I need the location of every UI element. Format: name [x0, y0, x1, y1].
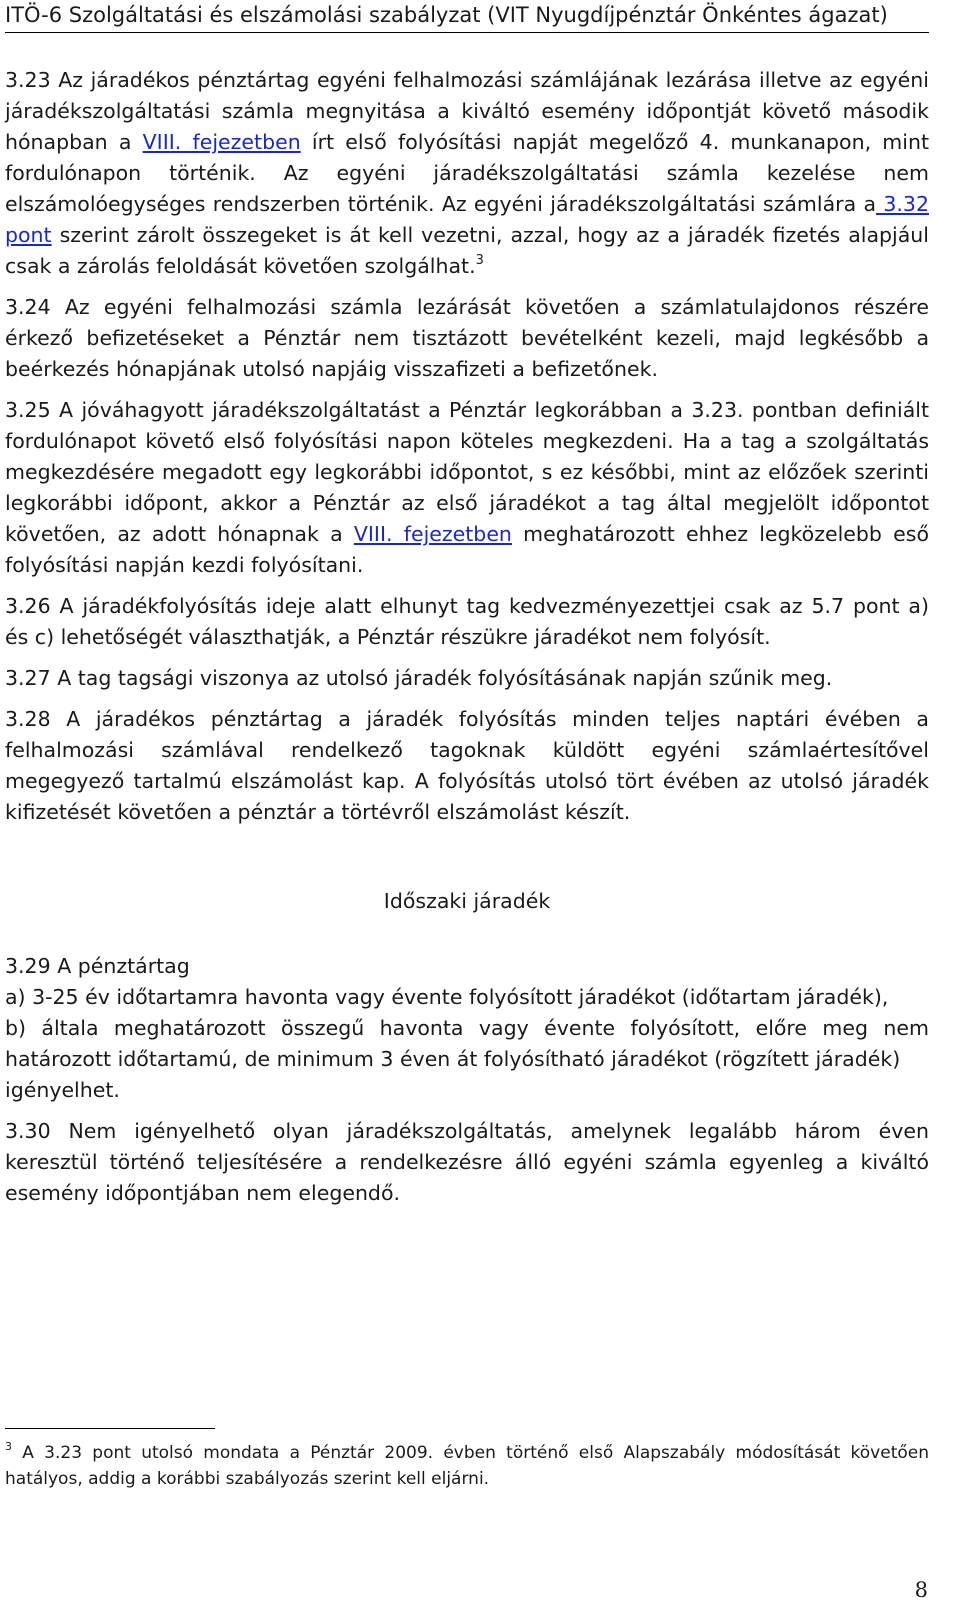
paragraph-number: 3.28 [5, 707, 51, 731]
paragraph-number: 3.30 [5, 1119, 51, 1143]
paragraph-number: 3.27 [5, 666, 51, 690]
paragraph-text: szerint zárolt összegeket is át kell vezetni, azzal, hogy az a járadék fizetés alapjául csak a zárolás feloldását követően szolgálhat. [5, 223, 929, 278]
footnote-mark: 3 [5, 1440, 12, 1453]
paragraph-3-24 [5, 292, 929, 385]
paragraph-text: A járadékfolyósítás ideje alatt elhunyt tag kedvezményezettjei csak az 5.7 pont a) és c) lehetőségét választhatják, a Pénztár részükre járadékot nem folyósít. [5, 594, 929, 649]
list-item-b: b) általa meghatározott összegű havonta vagy évente folyósított, előre meg nem határozott időtartamú, de minimum 3 éven át folyósítható járadékot (rögzített járadék) [5, 1016, 929, 1071]
paragraph-3-26 [5, 591, 929, 653]
paragraph-text: Az egyéni felhalmozási számla lezárását követően a számlatulajdonos részére érkező befizetéseket a Pénztár nem tisztázott bevételként kezeli, majd legkésőbb a beérkezés hónapjának utolsó napjáig visszafizeti a befizetőnek. [5, 295, 929, 381]
paragraph-3-29 [5, 951, 929, 1106]
paragraph-text: A járadékos pénztártag a járadék folyósítás minden teljes naptári évében a felhalmozási számlával rendelkező tagoknak küldött egyéni számlaértesítővel megegyező tartalmú elszámolást kap. A folyósítás utolsó tört évében az utolsó járadék kifizetését követően a pénztár a törtévről elszámolást készít. [5, 707, 929, 824]
paragraph-number: 3.29 [5, 954, 51, 978]
paragraph-text: A jóváhagyott járadékszolgáltatást a Pénztár legkorábban a 3.23. pontban definiált fordulónapot követő első folyósítási napon köteles megkezdeni. Ha a tag a szolgáltatás megkezdésére megadott egy legkorábbi időpontot, s ez későbbi, mint az előzőek szerinti legkorábbi időpont, akkor a Pénztár az első járadékot a tag által megjelölt időpontot követően, az adott hónapnak a [5, 398, 929, 546]
paragraph-number: 3.25 [5, 398, 51, 422]
page-number: 8 [914, 1578, 928, 1602]
paragraph-3-30 [5, 1116, 929, 1209]
document-page [5, 0, 929, 1209]
chapter-viii-link[interactable]: VIII. fejezetben [353, 522, 512, 546]
footnote [5, 1440, 929, 1492]
paragraph-number: 3.26 [5, 594, 51, 618]
footnote-separator [5, 1428, 215, 1429]
paragraph-number: 3.24 [5, 295, 51, 319]
paragraph-text: A tag tagsági viszonya az utolsó járadék folyósításának napján szűnik meg. [57, 666, 833, 690]
paragraph-number: 3.23 [5, 68, 51, 92]
paragraph-text: Az járadékos pénztártag egyéni felhalmozási számlájának lezárása illetve az egyéni járadékszolgáltatási számla megnyitása a kiváltó esemény időpontját követő második hónapban a [5, 68, 929, 154]
footnote-text: A 3.23 pont utolsó mondata a Pénztár 2009. évben történő első Alapszabály módosítását követően hatályos, addig a korábbi szabályozás szerint kell eljárni. [5, 1443, 929, 1489]
chapter-viii-link[interactable]: VIII. fejezetben [142, 130, 301, 154]
paragraph-3-28 [5, 704, 929, 828]
paragraph-text: igényelhet. [5, 1078, 120, 1102]
paragraph-text: írt első folyósítási napját megelőző 4. munkanapon, mint fordulónapon történik. Az egyéni járadékszolgáltatási számla kezelése nem elszámolóegységes rendszerben történik. Az egyéni járadékszolgáltatási számlára a [5, 130, 929, 216]
paragraph-text: A pénztártag [57, 954, 190, 978]
paragraph-3-25 [5, 395, 929, 581]
paragraph-text: Nem igényelhető olyan járadékszolgáltatás, amelynek legalább három éven keresztül történő teljesítésére a rendelkezésre álló egyéni számla egyenleg a kiváltó esemény időpontjában nem elegendő. [5, 1119, 929, 1205]
paragraph-3-27 [5, 663, 929, 694]
section-subheading: Időszaki járadék [383, 889, 551, 913]
paragraph-3-23 [5, 65, 929, 282]
list-item-a: a) 3-25 év időtartamra havonta vagy évente folyósított járadékot (időtartam járadék), [5, 985, 889, 1009]
paragraph-text: meghatározott ehhez legközelebb eső folyósítási napján kezdi folyósítani. [5, 522, 929, 577]
footnote-reference[interactable]: 3 [475, 253, 484, 268]
point-3-32-link[interactable]: 3.32 pont [5, 192, 929, 247]
running-header: ITÖ-6 Szolgáltatási és elszámolási szabályzat (VIT Nyugdíjpénztár Önkéntes ágazat) [5, 0, 929, 33]
